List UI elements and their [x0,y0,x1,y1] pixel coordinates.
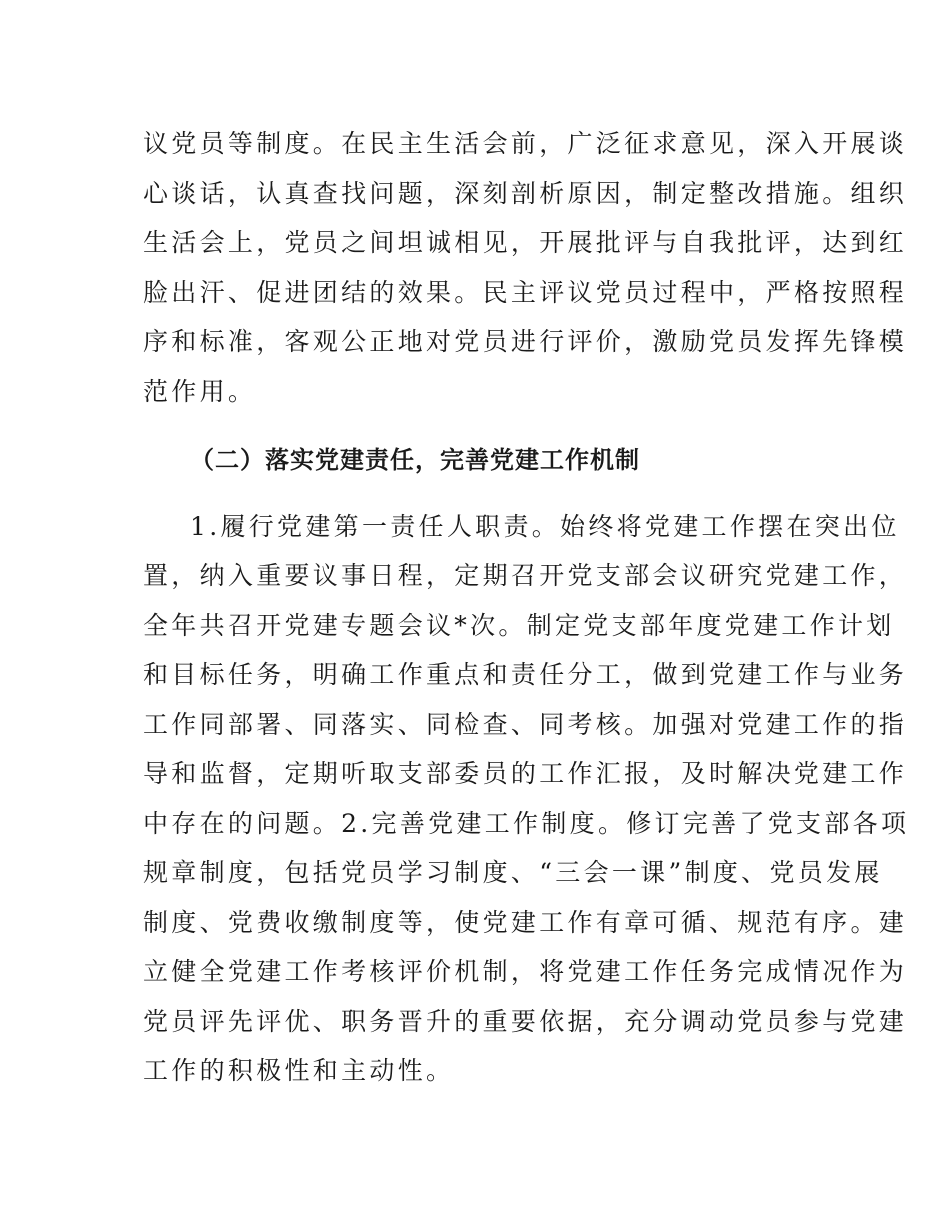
paragraph-1-line-1: 议党员等制度。在民主生活会前，广泛征求意见，深入开展谈 [143,129,908,158]
paragraph-2-line-3: 全年共召开党建专题会议*次。制定党支部年度党建工作计划 [143,611,895,640]
paragraph-1-line-4: 脸出汗、促进团结的效果。民主评议党员过程中，严格按照程 [143,278,908,307]
paragraph-1-line-3: 生活会上，党员之间坦诚相见，开展批评与自我批评，达到红 [143,228,908,257]
paragraph-2-line-6: 导和监督，定期听取支部委员的工作汇报，及时解决党建工作 [143,759,908,788]
paragraph-2-line-7: 中存在的问题。2.完善党建工作制度。修订完善了党支部各项 [143,809,910,838]
section-heading: （二）落实党建责任，完善党建工作机制 [190,446,640,474]
paragraph-2-line-12: 工作的积极性和主动性。 [143,1056,455,1085]
paragraph-2-line-2: 置，纳入重要议事日程，定期召开党支部会议研究党建工作， [143,561,908,590]
paragraph-1-line-5: 序和标准，客观公正地对党员进行评价，激励党员发挥先锋模 [143,327,908,356]
paragraph-2-line-11: 党员评先评优、职务晋升的重要依据，充分调动党员参与党建 [143,1007,908,1036]
paragraph-1-line-2: 心谈话，认真查找问题，深刻剖析原因，制定整改措施。组织 [143,179,908,208]
paragraph-2-line-9: 制度、党费收缴制度等，使党建工作有章可循、规范有序。建 [143,908,908,937]
paragraph-2-line-8: 规章制度，包括党员学习制度、“三会一课”制度、党员发展 [143,858,883,887]
paragraph-2-line-4: 和目标任务，明确工作重点和责任分工，做到党建工作与业务 [143,660,908,689]
paragraph-1-line-6: 范作用。 [143,377,257,406]
paragraph-2-line-1: 1.履行党建第一责任人职责。始终将党建工作摆在突出位 [190,512,900,541]
paragraph-2-line-10: 立健全党建工作考核评价机制，将党建工作任务完成情况作为 [143,957,908,986]
paragraph-2-line-5: 工作同部署、同落实、同检查、同考核。加强对党建工作的指 [143,710,908,739]
